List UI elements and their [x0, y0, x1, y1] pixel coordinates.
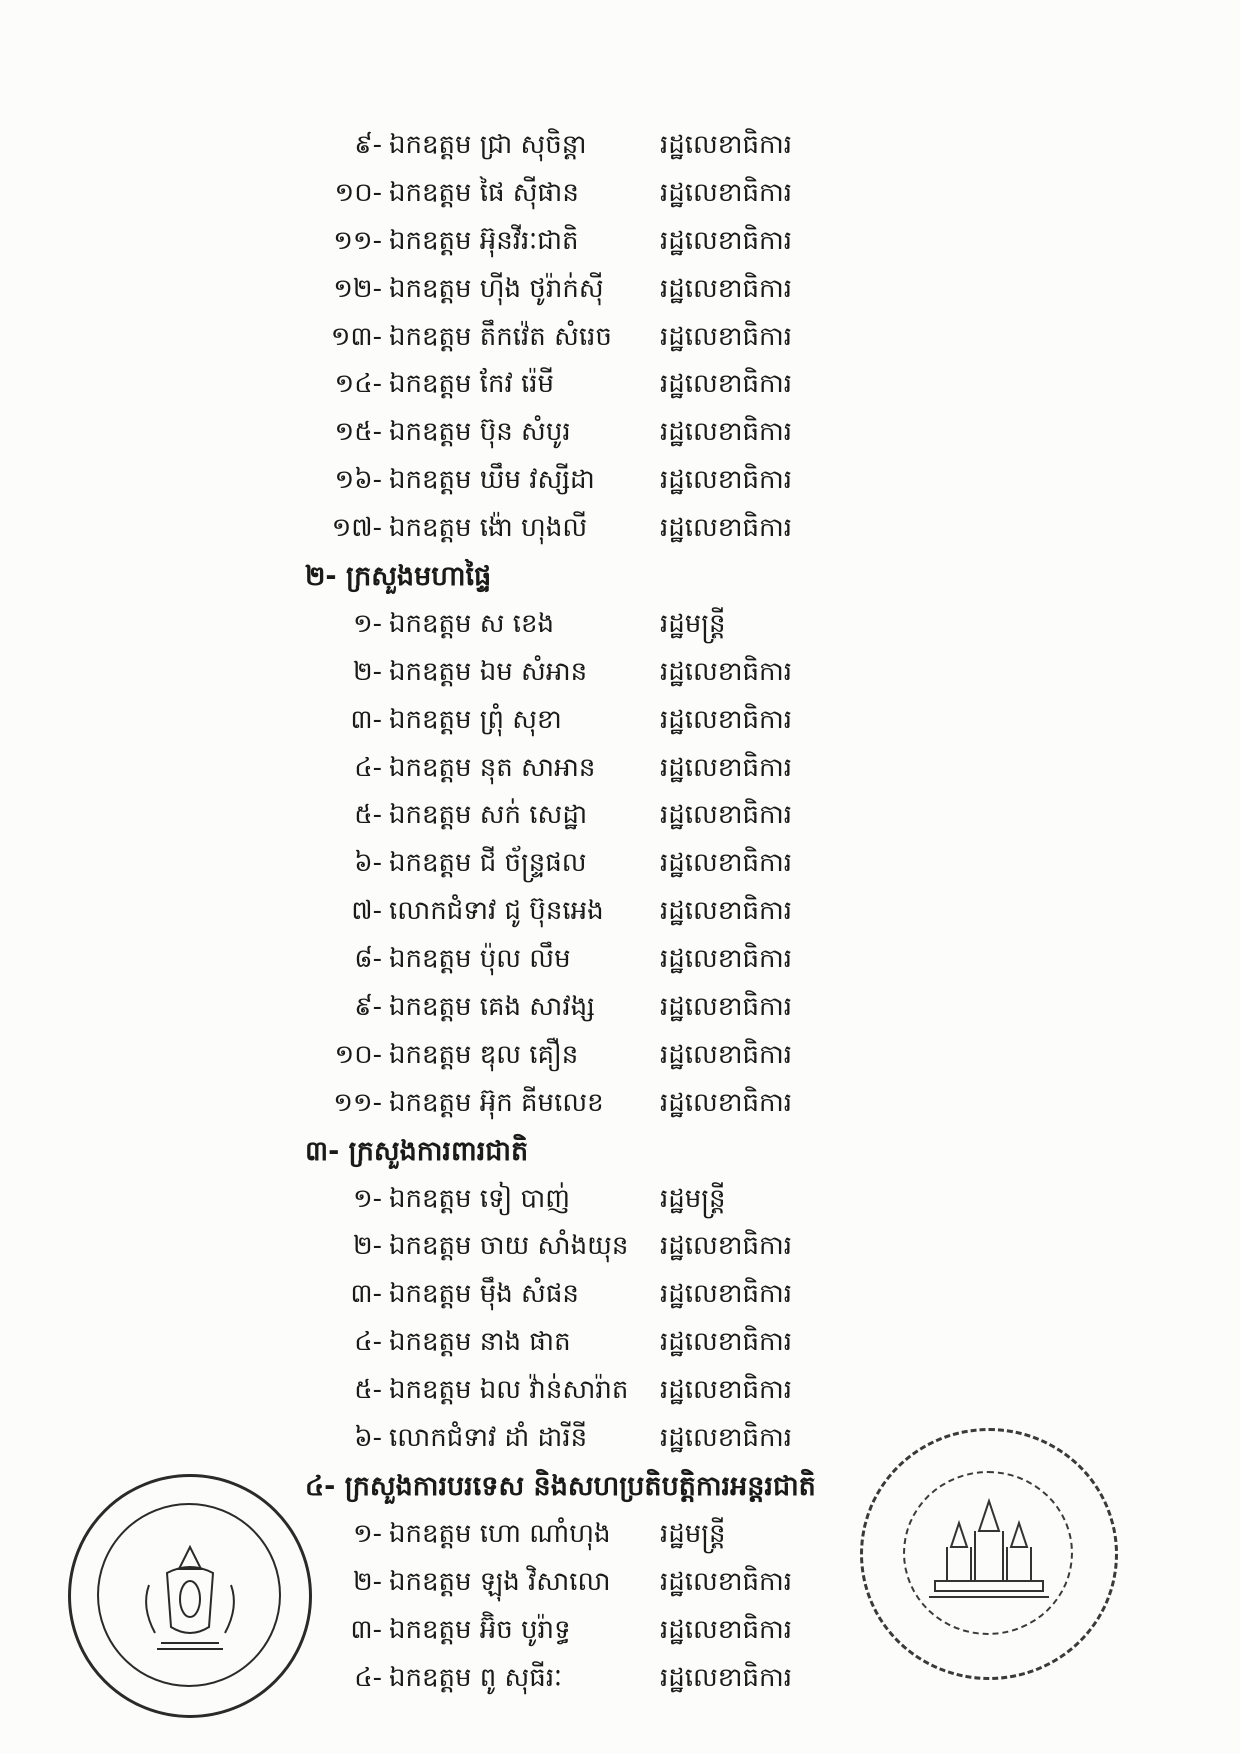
- official-name: ឯកឧត្តម កែវ រ៉េមី: [389, 369, 555, 400]
- section-heading-text: ៣- ក្រសួងការពារជាតិ: [305, 1135, 529, 1167]
- official-name: ឯកឧត្តម អ៊ុនវីរៈជាតិ: [389, 225, 579, 256]
- item-number: ២-: [352, 656, 382, 687]
- official-role: រដ្ឋលេខាធិការ: [660, 1662, 793, 1693]
- official-name: ឯកឧត្តម ឯល វ៉ាន់សារ៉ាត: [389, 1375, 629, 1406]
- item-number: ៤-: [354, 752, 382, 783]
- item-number: ៦-: [354, 848, 382, 879]
- list-item: [0, 505, 1240, 553]
- official-role: រដ្ឋមន្ត្រី: [660, 1183, 726, 1214]
- official-name: ឯកឧត្តម ឯម សំអាន: [389, 656, 588, 687]
- item-number: ១១-: [333, 225, 382, 256]
- official-role: រដ្ឋលេខាធិការ: [660, 944, 793, 975]
- official-role: រដ្ឋលេខាធិការ: [660, 656, 793, 687]
- list-item: [0, 601, 1240, 649]
- official-role: រដ្ឋមន្ត្រី: [660, 1518, 726, 1549]
- item-number: ១៧-: [331, 513, 382, 544]
- list-item: [0, 697, 1240, 745]
- official-name: ឯកឧត្តម ហ៊ីង ថូរ៉ាក់ស៊ី: [389, 273, 604, 304]
- official-role: រដ្ឋលេខាធិការ: [660, 800, 793, 831]
- item-number: ១-: [352, 1518, 382, 1549]
- item-number: ៧-: [351, 896, 382, 927]
- official-role: រដ្ឋលេខាធិការ: [660, 1279, 793, 1310]
- official-role: រដ្ឋលេខាធិការ: [660, 225, 793, 256]
- list-item: [0, 1176, 1240, 1224]
- official-role: រដ្ឋលេខាធិការ: [660, 465, 793, 496]
- list-item: [0, 1271, 1240, 1319]
- section-heading-text: ២- ក្រសួងមហាផ្ទៃ: [305, 561, 492, 593]
- official-role: រដ្ឋលេខាធិការ: [660, 1614, 793, 1645]
- official-name: ឯកឧត្តម ទៀ បាញ់: [389, 1183, 571, 1214]
- item-number: ១៣-: [330, 321, 382, 352]
- list-item: [0, 745, 1240, 793]
- section-heading-text: ៤- ក្រសួងការបរទេស និងសហប្រតិបត្តិការអន្តរជាតិ: [305, 1470, 816, 1502]
- list-item: [0, 840, 1240, 888]
- list-item: [0, 1319, 1240, 1367]
- list-item: [0, 936, 1240, 984]
- official-role: រដ្ឋលេខាធិការ: [660, 513, 793, 544]
- angkor-wat-icon: [863, 1431, 1115, 1677]
- list-item: [0, 649, 1240, 697]
- section-heading: [0, 553, 1240, 601]
- list-item: [0, 122, 1240, 170]
- official-name: ឯកឧត្តម តឹកវ៉េត សំរេច: [389, 321, 612, 352]
- official-name: ឯកឧត្តម ប៉ុល លឹម: [389, 944, 571, 975]
- list-item: [0, 361, 1240, 409]
- official-role: រដ្ឋលេខាធិការ: [660, 848, 793, 879]
- list-item: [0, 170, 1240, 218]
- official-name: ឯកឧត្តម ព្រុំ សុខា: [389, 704, 562, 735]
- official-role: រដ្ឋលេខាធិការ: [660, 1231, 793, 1262]
- list-item: [0, 1223, 1240, 1271]
- item-number: ៨-: [354, 944, 382, 975]
- official-name: លោកជំទាវ ជូ ប៊ុនអេង: [389, 896, 604, 927]
- item-number: ១៦-: [334, 465, 382, 496]
- official-role: រដ្ឋលេខាធិការ: [660, 896, 793, 927]
- official-role: រដ្ឋលេខាធិការ: [660, 273, 793, 304]
- item-number: ១៥-: [334, 417, 382, 448]
- item-number: ៦-: [354, 1423, 382, 1454]
- item-number: ៤-: [354, 1327, 382, 1358]
- item-number: ១២-: [333, 273, 382, 304]
- item-number: ១-: [352, 1183, 382, 1214]
- official-name: ឯកឧត្តម ហោ ណាំហុង: [389, 1518, 611, 1549]
- list-item: [0, 266, 1240, 314]
- royal-palace-seal: [68, 1474, 312, 1718]
- official-role: រដ្ឋលេខាធិការ: [660, 177, 793, 208]
- official-name: ឯកឧត្តម ផៃ ស៊ីផាន: [389, 177, 579, 208]
- list-item: [0, 1032, 1240, 1080]
- list-item: [0, 218, 1240, 266]
- item-number: ៥-: [354, 1375, 382, 1406]
- official-role: រដ្ឋលេខាធិការ: [660, 992, 793, 1023]
- list-item: [0, 409, 1240, 457]
- item-number: ១០-: [334, 177, 382, 208]
- section-heading: [0, 1128, 1240, 1176]
- official-name: ឯកឧត្តម សក់ សេដ្ឋា: [389, 800, 588, 831]
- list-item: [0, 314, 1240, 362]
- official-name: ឯកឧត្តម ពូ សុធីរៈ: [389, 1662, 562, 1693]
- official-name: ឯកឧត្តម នាង ផាត: [389, 1327, 571, 1358]
- official-role: រដ្ឋលេខាធិការ: [660, 1327, 793, 1358]
- official-name: ឯកឧត្តម អ៊ុក គីមលេខ: [389, 1087, 604, 1118]
- official-name: ឯកឧត្តម គេង សាវង្ស: [389, 992, 595, 1023]
- item-number: ១-: [352, 608, 382, 639]
- list-item: [0, 984, 1240, 1032]
- official-name: ឯកឧត្តម ឌុល គឿន: [389, 1039, 579, 1070]
- item-number: ១៤-: [334, 369, 382, 400]
- official-role: រដ្ឋលេខាធិការ: [660, 1087, 793, 1118]
- official-role: រដ្ឋលេខាធិការ: [660, 752, 793, 783]
- official-name: ឯកឧត្តម អ៊ិច បូរ៉ាទ្ធ: [389, 1614, 571, 1645]
- item-number: ៩-: [354, 130, 382, 160]
- item-number: ២-: [352, 1566, 382, 1597]
- list-item: [0, 792, 1240, 840]
- official-role: រដ្ឋលេខាធិការ: [660, 704, 793, 735]
- list-item: [0, 1367, 1240, 1415]
- official-role: រដ្ឋលេខាធិការ: [660, 1039, 793, 1070]
- item-number: ៩-: [354, 992, 382, 1023]
- official-name: ឯកឧត្តម ង៉ោ ហុងលី: [389, 513, 588, 544]
- official-role: រដ្ឋមន្ត្រី: [660, 608, 726, 639]
- official-name: លោកជំទាវ ដាំ ដារីនី: [389, 1423, 588, 1454]
- list-item: [0, 888, 1240, 936]
- item-number: ១១-: [333, 1087, 382, 1118]
- official-name: ឯកឧត្តម ជី ច័ន្ទ្រផល: [389, 848, 587, 879]
- item-number: ៣-: [350, 1279, 382, 1310]
- official-name: ឯកឧត្តម ស ខេង: [389, 608, 555, 639]
- list-item: [0, 457, 1240, 505]
- official-name: ឯកឧត្តម ប៊ុន សំបូរ: [389, 417, 571, 448]
- item-number: ២-: [352, 1231, 382, 1262]
- official-name: ឯកឧត្តម ជ្រា សុចិន្តា: [389, 130, 587, 160]
- official-name: ឯកឧត្តម ឃឹម វស្សីដា: [389, 465, 595, 496]
- royal-emblem-icon: [71, 1477, 309, 1715]
- official-role: រដ្ឋលេខាធិការ: [660, 1566, 793, 1597]
- item-number: ៥-: [354, 800, 382, 831]
- official-role: រដ្ឋលេខាធិការ: [660, 1375, 793, 1406]
- item-number: ៣-: [350, 704, 382, 735]
- official-name: ឯកឧត្តម ចាយ សាំងយុន: [389, 1231, 629, 1262]
- item-number: ៣-: [350, 1614, 382, 1645]
- official-role: រដ្ឋលេខាធិការ: [660, 417, 793, 448]
- official-name: ឯកឧត្តម ម៉ឹង សំផន: [389, 1279, 579, 1310]
- item-number: ១០-: [334, 1039, 382, 1070]
- official-name: ឯកឧត្តម នុត សាអាន: [389, 752, 596, 783]
- item-number: ៤-: [354, 1662, 382, 1693]
- official-name: ឯកឧត្តម ឡុង វិសាលោ: [389, 1566, 611, 1597]
- kingdom-seal: [860, 1428, 1118, 1680]
- official-role: រដ្ឋលេខាធិការ: [660, 369, 793, 400]
- list-item: [0, 1080, 1240, 1128]
- official-role: រដ្ឋលេខាធិការ: [660, 1423, 793, 1454]
- official-role: រដ្ឋលេខាធិការ: [660, 321, 793, 352]
- official-role: រដ្ឋលេខាធិការ: [660, 130, 793, 160]
